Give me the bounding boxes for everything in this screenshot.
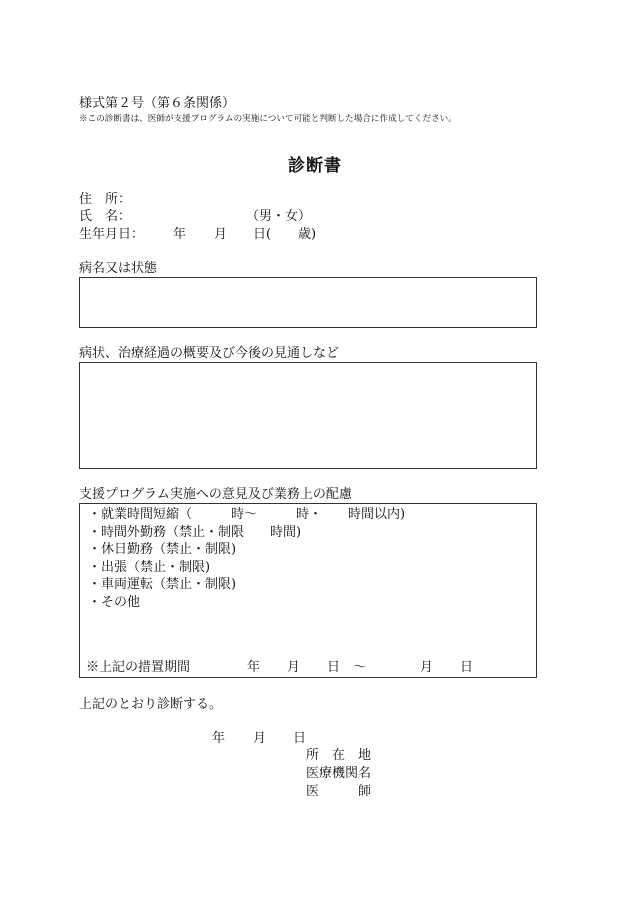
dob-month-label: 月: [214, 227, 228, 242]
institution-label: 医療機関名: [306, 766, 372, 781]
condition-holiday-work: ・休日勤務（禁止・制限): [88, 542, 237, 557]
disease-heading: 病名又は状態: [79, 261, 158, 276]
condition-business-trip: ・出張（禁止・制限): [88, 559, 211, 575]
doctor-label: 医 師: [306, 784, 372, 799]
period-month: 月: [287, 660, 301, 675]
dob-age-label: 歳): [298, 227, 317, 242]
dob-day-label: 日(: [253, 227, 272, 242]
condition-vehicle-driving: ・車両運転（禁止・制限): [88, 577, 237, 592]
condition-shorter-hours: ・就業時間短縮（ 時～ 時・ 時間以内): [88, 507, 406, 522]
period-day: 日: [327, 660, 341, 675]
progress-heading: 病状、治療経過の概要及び今後の見通しなど: [79, 346, 340, 361]
disease-box[interactable]: [79, 277, 537, 328]
form-id: 様式第２号（第６条関係）: [79, 96, 236, 111]
opinion-heading: 支援プログラム実施への意見及び業務上の配慮: [79, 487, 352, 502]
period-tilde: ～: [353, 660, 367, 675]
sign-day: 日: [293, 731, 307, 746]
diagnosis-statement: 上記のとおり診断する。: [79, 697, 223, 712]
conditions-list: [88, 506, 405, 611]
sign-year: 年: [212, 731, 226, 746]
name-label: 氏 名：: [79, 209, 132, 224]
location-label: 所 在 地: [306, 748, 372, 763]
period-year: 年: [247, 660, 261, 675]
period-month-end: 月: [420, 660, 434, 675]
page-title: 診断書: [288, 156, 342, 176]
sign-month: 月: [253, 731, 267, 746]
period-label: ※上記の措置期間: [86, 660, 191, 675]
address-label: 住 所：: [79, 192, 132, 207]
dob-year-label: 年: [173, 227, 187, 242]
gender-choice: （男・女）: [246, 209, 312, 224]
condition-other: ・その他: [88, 594, 141, 610]
dob-label: 生年月日：: [79, 227, 145, 242]
form-note: ※この診断書は、医師が支援プログラムの実施について可能と判断した場合に作成してください。: [79, 114, 457, 124]
condition-overtime: ・時間外勤務（禁止・制限 時間): [88, 524, 302, 540]
progress-box[interactable]: [79, 362, 537, 469]
period-day-end: 日: [460, 660, 474, 675]
